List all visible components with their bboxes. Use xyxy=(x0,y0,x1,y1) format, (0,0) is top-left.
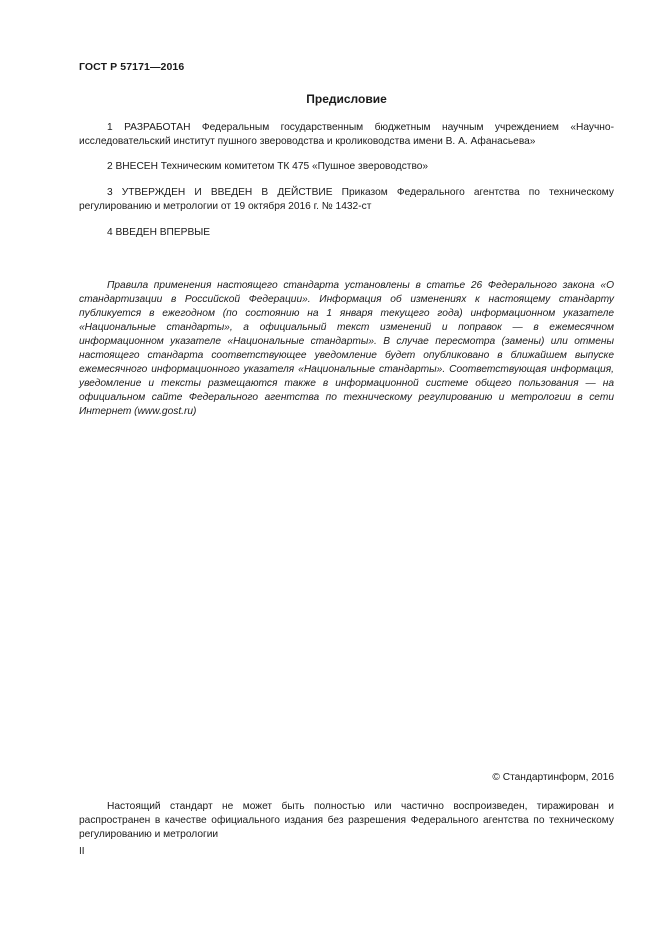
foreword-item-2: 2 ВНЕСЕН Техническим комитетом ТК 475 «Пушное звероводство» xyxy=(107,161,429,172)
copyright-line: © Стандартинформ, 2016 xyxy=(492,772,614,783)
rules-note: Правила применения настоящего стандарта установлены в статье 26 Федерального закона «О стандартизации в Российской Федерации». Информация об изменениях к настоящему стандарту публикуется в ежегодном (по состоянию на 1 января текущего года) информационном указателе «Национальные стандарты», а официальный текст изменений и поправок — в ежемесячном информационном указателе «Национальные стандарты». В случае пересмотра (замены) или отмены настоящего стандарта соответствующее уведомление будет опубликовано в ближайшем выпуске ежемесячного информационного указателя «Национальные стандарты». Соответствующая информация, уведомление и тексты размещаются также в информационной системе общего пользования — на официальном сайте Федерального агентства по техническому регулированию и метрологии в сети Интернет (www.gost.ru) xyxy=(79,280,614,417)
page-number: II xyxy=(79,846,85,857)
reproduction-notice: Настоящий стандарт не может быть полностью или частично воспроизведен, тиражирован и распространен в качестве официального издания без разрешения Федерального агентства по техническому регулированию и метрологии xyxy=(79,801,614,840)
foreword-item-3: 3 УТВЕРЖДЕН И ВВЕДЕН В ДЕЙСТВИЕ Приказом Федерального агентства по техническому регулированию и метрологии от 19 октября 2016 г. № 1432-ст xyxy=(79,187,614,212)
page-title: Предисловие xyxy=(306,92,387,106)
standard-code: ГОСТ Р 57171—2016 xyxy=(79,61,185,73)
foreword-item-4: 4 ВВЕДЕН ВПЕРВЫЕ xyxy=(107,227,211,238)
foreword-item-1: 1 РАЗРАБОТАН Федеральным государственным бюджетным научным учреждением «Научно-исследовательский институт пушного звероводства и кролиководства имени В. А. Афанасьева» xyxy=(79,122,614,147)
